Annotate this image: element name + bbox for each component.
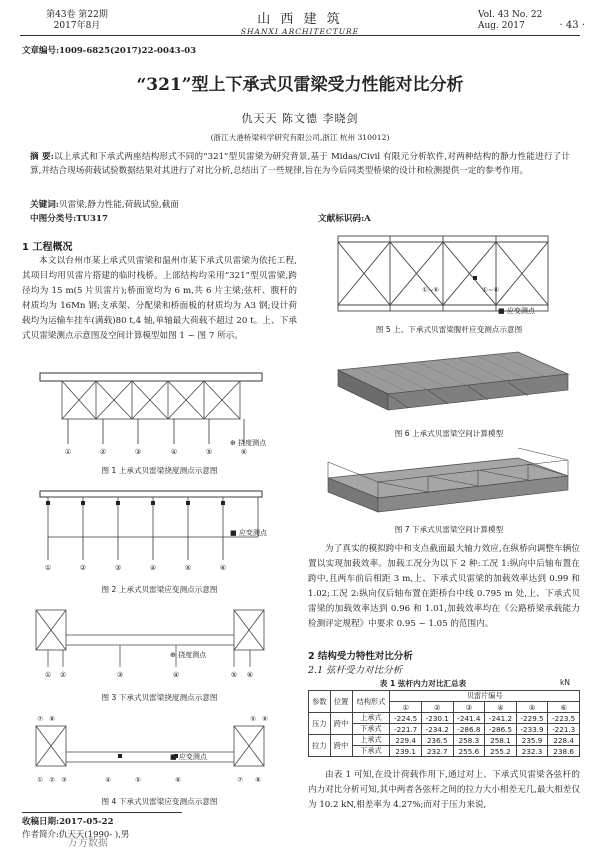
table-cell: 跨中: [330, 713, 352, 735]
abstract-label: 摘 要:: [30, 152, 54, 162]
table-header-cell: ②: [421, 702, 453, 713]
section-1-heading: 1 工程概况: [22, 242, 73, 253]
table-cell: -229.5: [516, 713, 548, 724]
figure-4-legend: ■ 应变测点: [170, 753, 207, 761]
table-cell: 255.2: [485, 746, 517, 757]
point-label: ④: [170, 448, 178, 456]
table-cell: 228.4: [548, 735, 580, 746]
point-label: ⑥: [240, 448, 248, 456]
table-row: [309, 735, 580, 746]
table-cell: 236.5: [421, 735, 453, 746]
figure-7-caption: 图 7 下承式贝雷梁空间计算模型: [394, 525, 504, 534]
watermark: 万方数据: [68, 838, 108, 849]
figure-4-caption: 图 4 下承式贝雷梁应变测点示意图: [101, 797, 218, 806]
table-cell: 235.9: [516, 735, 548, 746]
table-cell: 255.6: [453, 746, 485, 757]
table-cell: -224.5: [390, 713, 422, 724]
table-header-cell: 位置: [330, 691, 352, 713]
table-cell: 232.7: [421, 746, 453, 757]
table-1-unit: kN: [560, 678, 570, 687]
point-label: ⑤: [250, 715, 256, 723]
point-label: ⑧: [49, 715, 55, 723]
table-cell: -230.1: [421, 713, 453, 724]
table-cell: 258.1: [485, 735, 517, 746]
received-date: 收稿日期:2017-05-22: [22, 817, 114, 827]
table-cell: -286.5: [485, 724, 517, 735]
point-label: ②: [99, 448, 107, 456]
page-title: “321”型上下承式贝雷梁受力性能对比分析: [136, 75, 464, 95]
point-label: ③: [61, 776, 67, 784]
keywords: [30, 198, 570, 213]
keywords-label: 关键词:: [30, 200, 59, 210]
table-cell: 上承式: [352, 735, 390, 746]
table-cell: 258.3: [453, 735, 485, 746]
table-1: [308, 690, 580, 757]
figure-7-model: [318, 448, 580, 520]
table-row: [309, 713, 580, 724]
point-label: ⑦: [37, 715, 43, 723]
figure-3-legend: ⊕ 挠度测点: [170, 651, 207, 659]
loading-cases-paragraph: 为了真实的模拟跨中和支点截面最大轴力效应,在纵桥向调整车辆位置以实现加载效率。加载工况分为以下 2 种:工况 1:纵向中后轴布置在跨中,且两车前后相距 3 m,上、下承式贝雷梁的加载效率达到 0.99 和 1.02;工况 2:纵向仅后轴布置在距桥台中线 0.795 m 处,上、下承式贝雷梁的加载效率达到 0.96 和 1.01,加载效率均在《公路桥梁承载能力检测评定规程》中要求 0.95 ~ 1.05 的范围内。: [308, 544, 580, 629]
section-2-1-heading: 2.1 弦杆受力对比分析: [308, 665, 403, 676]
figure-1-legend: ⊕ 挠度测点: [230, 439, 267, 447]
figure-5-legend: ■ 应变测点: [498, 307, 535, 315]
point-label: ①: [44, 671, 52, 679]
table-cell: -241.2: [485, 713, 517, 724]
point-label: ③: [114, 564, 122, 572]
point-label: ②: [59, 671, 67, 679]
figure-3-caption: 图 3 下承式贝雷梁挠度测点示意图: [101, 693, 218, 702]
table-header-cell: ①: [390, 702, 422, 713]
point-label: ⑤: [135, 776, 141, 784]
table-cell: 拉力: [309, 735, 331, 757]
section-2-heading: 2 结构受力特性对比分析: [308, 651, 413, 662]
figure-5-caption: 图 5 上、下承式贝雷梁腹杆应变测点示意图: [375, 325, 523, 334]
section-1-paragraph: 本文以台州市某上承式贝雷梁和温州市某下承式贝雷梁为依托工程,其项目均用贝雷片搭建的临时栈桥。上部结构均采用“321”型贝雷梁,跨径均为 15 m(5 片贝雷片);桥面宽均为 6 m,共 6 片主梁;弦杆、腹杆的材质均为 16Mn 钢;支承架、分配梁和桥面板的材质均为 A3 钢;设计荷载均为运输车挂车(满载)80 t,4 轴,单轴最大荷载不超过 20 t。上、下承式贝雷梁测点示意图及空间计算模型如图 1 ~ 图 7 所示。: [22, 256, 297, 341]
table-cell: 压力: [309, 713, 331, 735]
abstract-text: 以上承式和下承式两座结构形式不同的“321”型贝雷梁为研究背景,基于 Midas/Civil 有限元分析软件,对两种结构的静力性能进行了计算,并结合现场荷载试验数据结果对其进行了对比分析,总结出了一些规律,旨在为今后同类型桥梁的设计和检测提供一定的参考作用。: [30, 152, 570, 176]
header-volume: 第43卷 第22期 2017年8月: [46, 10, 108, 31]
table-header-cell: 贝雷片编号: [390, 691, 580, 702]
table-cell: 跨中: [330, 735, 352, 757]
point-label: ⑥: [262, 715, 268, 723]
table-cell: -234.2: [421, 724, 453, 735]
point-label: ⑥: [175, 776, 181, 784]
table-cell: 232.3: [516, 746, 548, 757]
header-volume-en: Vol. 43 No. 22 Aug. 2017: [478, 10, 543, 31]
table-header-cell: ⑤: [516, 702, 548, 713]
table-1-caption: 表 1 弦杆内力对比汇总表: [379, 679, 467, 688]
table-header-row: [309, 691, 580, 702]
clc-number: 中图分类号:TU317: [30, 214, 108, 224]
point-label: ⑤: [184, 564, 192, 572]
point-label: ④: [149, 564, 157, 572]
point-label: ⑤: [230, 671, 238, 679]
bar-tag: ①~⑥: [482, 286, 500, 294]
table-cell: -223.5: [548, 713, 580, 724]
table-header-cell: 结构形式: [352, 691, 390, 713]
point-label: ②: [79, 564, 87, 572]
point-label: ①: [44, 564, 52, 572]
point-label: ⑤: [205, 448, 213, 456]
table-cell: 下承式: [352, 746, 390, 757]
header-journal: 山 西 建 筑 SHANXI ARCHITECTURE: [240, 12, 360, 36]
figure-6-model: [318, 340, 580, 420]
figure-5-diagram: [318, 228, 580, 320]
point-label: ④: [172, 671, 180, 679]
figure-1-caption: 图 1 上承式贝雷梁挠度测点示意图: [101, 466, 218, 475]
point-label: ⑦: [237, 776, 243, 784]
point-label: ①: [37, 776, 43, 784]
truss-panels: [62, 381, 240, 419]
page-number: · 43 ·: [559, 20, 585, 31]
table-cell: 下承式: [352, 724, 390, 735]
table-cell: 上承式: [352, 713, 390, 724]
point-label: ⑥: [246, 671, 254, 679]
point-label: ①: [64, 448, 72, 456]
table-header-cell: 参数: [309, 691, 331, 713]
table-cell: -221.7: [390, 724, 422, 735]
point-label: ③: [134, 448, 142, 456]
point-label: ⑧: [255, 776, 261, 784]
figure-2-caption: 图 2 上承式贝雷梁应变测点示意图: [101, 585, 218, 594]
point-label: ⑥: [219, 564, 227, 572]
keywords-text: 贝雷梁,静力性能,荷载试验,截面: [58, 200, 179, 210]
point-label: ④: [105, 776, 111, 784]
figure-3-diagram: [28, 605, 293, 685]
document-code: 文献标识码:A: [318, 214, 371, 224]
table-analysis-paragraph: 由表 1 可知,在设计荷载作用下,通过对上、下承式贝雷梁各弦杆的内力对比分析可知,其中两者各弦杆之间的拉力大小相差无几,最大相差仅为 10.2 kN,相差率为 4.27%;而对于压力来说,: [308, 770, 580, 810]
table-cell: -233.9: [516, 724, 548, 735]
footnote-divider: [22, 812, 182, 813]
figure-2-legend: ■ 应变测点: [230, 529, 267, 537]
table-cell: -241.4: [453, 713, 485, 724]
figure-4-diagram: [28, 712, 293, 792]
figure-6-caption: 图 6 上承式贝雷梁空间计算模型: [394, 429, 504, 438]
point-label: ②: [49, 776, 55, 784]
table-header-cell: ⑥: [548, 702, 580, 713]
authors: 仇天天 陈文德 李晓剑: [241, 112, 359, 125]
table-cell: 229.4: [390, 735, 422, 746]
table-cell: 239.1: [390, 746, 422, 757]
table-header-cell: ④: [485, 702, 517, 713]
affiliation: (浙江大港桥梁科学研究有限公司,浙江 杭州 310012): [210, 133, 390, 142]
bar-tag: ①~⑥: [422, 286, 440, 294]
table-header-cell: ③: [453, 702, 485, 713]
abstract: [30, 150, 570, 178]
header-divider: [20, 35, 580, 36]
table-cell: 238.6: [548, 746, 580, 757]
author-intro: 作者简介:仇天天(1990- ),男: [22, 830, 130, 840]
table-cell: -221.3: [548, 724, 580, 735]
point-label: ③: [116, 671, 124, 679]
table-cell: -286.8: [453, 724, 485, 735]
article-number: 文章编号:1009-6825(2017)22-0043-03: [22, 46, 197, 56]
